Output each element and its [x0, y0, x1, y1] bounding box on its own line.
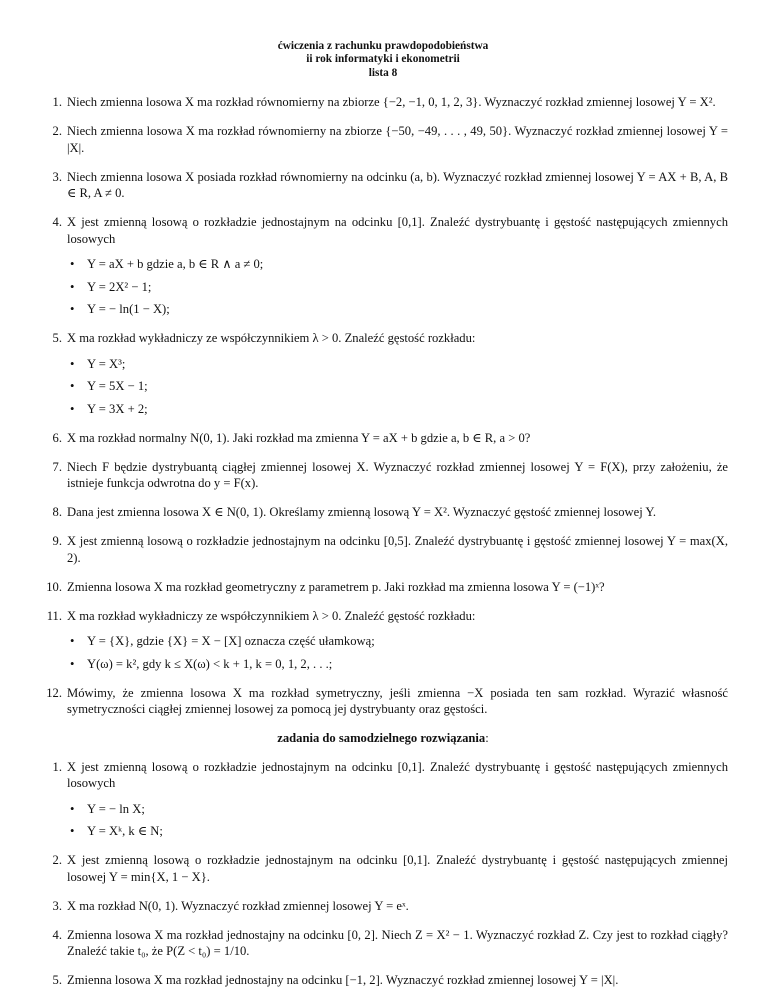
task-text: Zmienna losowa X ma rozkład jednostajny na odcinku [−1, 2]. Wyznaczyć rozkład zmiennej losowej Y = |X|. [67, 973, 619, 988]
task-text: Zmienna losowa X ma rozkład jednostajny na odcinku [0, 2]. Niech Z = X² − 1. Wyznaczyć rozkład Z. Czy jest to rozkład ciągły? Znaleźć takie t₀, że P(Z < t₀) = 1/10. [67, 927, 728, 959]
task-number: 4. [52, 215, 62, 230]
subtask-item: • Y = − ln(1 − X); [67, 301, 728, 318]
task-item [38, 759, 728, 840]
task-item [38, 927, 728, 960]
task-text: X jest zmienną losową o rozkładzie jednostajnym na odcinku [0,1]. Znaleźć dystrybuantę i gęstość następujących zmiennej losowej Y = min{X, 1 − X}. [67, 853, 728, 884]
subtask-item: • Y = aX + b gdzie a, b ∈ R ∧ a ≠ 0; [67, 256, 728, 273]
task-number: 8. [52, 505, 62, 520]
subtask-item: • Y = {X}, gdzie {X} = X − [X] oznacza część ułamkową; [67, 633, 728, 650]
task-number: 11. [46, 608, 62, 623]
task-item [38, 123, 728, 156]
task-number: 12. [46, 685, 62, 700]
task-text: X ma rozkład wykładniczy ze współczynnikiem λ > 0. Znaleźć gęstość rozkładu: [67, 608, 476, 623]
task-item [38, 330, 728, 417]
subtask-item: • Y = 5X − 1; [67, 378, 728, 395]
task-item [38, 852, 728, 885]
task-item [38, 214, 728, 318]
list-number: lista 8 [368, 66, 398, 79]
task-item [38, 504, 728, 521]
course-year: ii rok informatyki i ekonometrii [306, 53, 460, 66]
task-number: 7. [52, 459, 62, 474]
task-item [38, 579, 728, 596]
task-number: 9. [52, 534, 62, 549]
task-text: X jest zmienną losową o rozkładzie jednostajnym na odcinku [0,5]. Znaleźć dystrybuantę i gęstość zmiennej losowej Y = max(X, 2). [67, 534, 728, 565]
task-text: Zmienna losowa X ma rozkład geometryczny z parametrem p. Jaki rozkład ma zmienna losowa Y = (−1)ˣ? [67, 579, 605, 594]
task-text: X ma rozkład N(0, 1). Wyznaczyć rozkład zmiennej losowej Y = eˣ. [67, 898, 409, 913]
task-number: 2. [52, 853, 62, 868]
task-number: 4. [52, 927, 62, 942]
task-text: Niech F będzie dystrybuantą ciągłej zmiennej losowej X. Wyznaczyć rozkład zmiennej losowej Y = F(X), przy założeniu, że istnieje funkcja odwrotna do y = F(x). [67, 459, 728, 491]
task-text: Niech zmienna losowa X ma rozkład równomierny na zbiorze {−50, −49, . . . , 49, 50}. Wyznaczyć rozkład zmiennej losowej Y = |X|. [67, 124, 728, 155]
task-text: X ma rozkład normalny N(0, 1). Jaki rozkład ma zmienna Y = aX + b gdzie a, b ∈ R, a > 0? [67, 430, 531, 445]
self-study-colon: : [485, 731, 489, 746]
task-item [38, 972, 728, 989]
task-text: X jest zmienną losową o rozkładzie jednostajnym na odcinku [0,1]. Znaleźć dystrybuantę i gęstość następujących zmiennych losowych [67, 215, 728, 246]
subtask-item: • Y = − ln X; [67, 801, 728, 818]
task-text: X ma rozkład wykładniczy ze współczynnikiem λ > 0. Znaleźć gęstość rozkładu: [67, 331, 476, 346]
course-title: ćwiczenia z rachunku prawdopodobieństwa [277, 40, 489, 52]
subtask-item: • Y(ω) = k², gdy k ≤ X(ω) < k + 1, k = 0, 1, 2, . . .; [67, 656, 728, 673]
subtask-list [67, 356, 728, 418]
task-text: X jest zmienną losową o rozkładzie jednostajnym na odcinku [0,1]. Znaleźć dystrybuantę i gęstość następujących zmiennych losowych [67, 759, 728, 791]
task-number: 10. [46, 579, 62, 594]
task-number: 6. [52, 430, 62, 445]
task-text: Dana jest zmienna losowa X ∈ N(0, 1). Określamy zmienną losową Y = X². Wyznaczyć gęstość zmiennej losowej Y. [67, 505, 657, 520]
task-number: 2. [52, 124, 62, 139]
task-item [38, 94, 728, 111]
subtask-item: • Y = X³; [67, 356, 728, 373]
task-item [38, 685, 728, 718]
task-number: 1. [52, 95, 62, 110]
subtask-list [67, 633, 728, 672]
subtask-list [67, 801, 728, 840]
task-text: Niech zmienna losowa X posiada rozkład równomierny na odcinku (a, b). Wyznaczyć rozkład zmiennej losowej Y = AX + B, A, B ∈ R, A ≠ 0. [67, 169, 728, 201]
self-study-title: zadania do samodzielnego rozwiązania [277, 731, 486, 746]
task-item [38, 430, 728, 447]
subtask-list [67, 256, 728, 318]
task-text: Niech zmienna losowa X ma rozkład równomierny na zbiorze {−2, −1, 0, 1, 2, 3}. Wyznaczyć rozkład zmiennej losowej Y = X². [67, 95, 716, 110]
document-header [38, 40, 728, 80]
subtask-item: • Y = Xᵏ, k ∈ N; [67, 823, 728, 840]
task-item [38, 898, 728, 915]
task-number: 1. [52, 759, 62, 774]
task-number: 5. [52, 973, 62, 988]
subtask-item: • Y = 3X + 2; [67, 401, 728, 418]
self-study-task-list [38, 759, 728, 989]
self-study-heading [38, 730, 728, 747]
task-item [38, 459, 728, 492]
task-text: Mówimy, że zmienna losowa X ma rozkład symetryczny, jeśli zmienna −X posiada ten sam rozkład. Wyrazić własność symetryczności ciągłej zmiennej losowej za pomocą jej dystrybuanty oraz gęstości. [67, 685, 728, 717]
task-list [38, 94, 728, 718]
document-page [38, 40, 728, 1001]
task-item [38, 169, 728, 202]
task-number: 3. [52, 898, 62, 913]
task-number: 5. [52, 331, 62, 346]
task-item [38, 533, 728, 566]
task-number: 3. [52, 169, 62, 184]
subtask-item: • Y = 2X² − 1; [67, 279, 728, 296]
task-item [38, 608, 728, 673]
